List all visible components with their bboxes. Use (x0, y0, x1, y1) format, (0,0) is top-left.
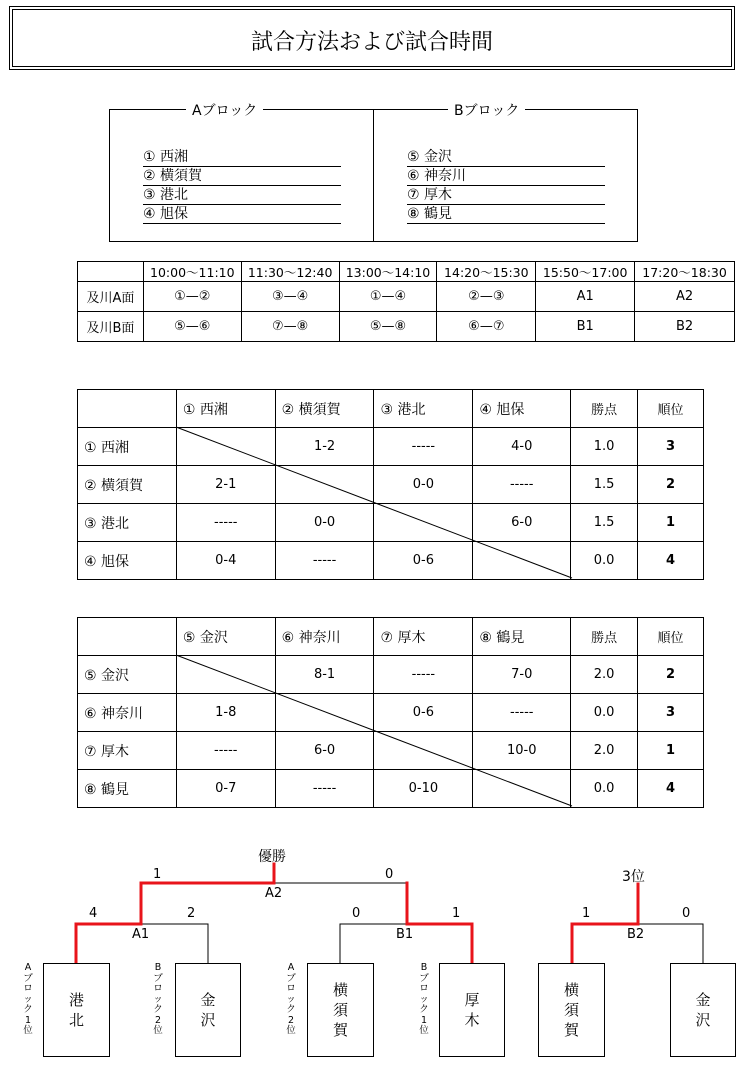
block-b-team: ⑧ 鶴見 (407, 205, 605, 224)
rank-cell: 1 (638, 732, 704, 770)
league-b-wrapper (77, 617, 704, 807)
league-col-header: ⑦ 厚木 (374, 618, 473, 656)
title-frame (9, 6, 735, 70)
league-col-header: ⑧ 鶴見 (473, 618, 571, 656)
block-a-team: ③ 港北 (143, 186, 341, 205)
match-cell: ①—④ (339, 282, 437, 312)
league-a-diagonal (77, 389, 704, 579)
result-cell: 0-10 (374, 770, 473, 808)
league-col-header: ③ 港北 (374, 390, 473, 428)
result-cell: 0-7 (176, 770, 275, 808)
match-cell: A2 (635, 282, 735, 312)
semi1-match-label: A1 (132, 927, 150, 942)
final-match-label: A2 (265, 886, 283, 901)
match-cell: ②—③ (437, 282, 536, 312)
league-row-team: ⑥ 神奈川 (78, 694, 177, 732)
points-cell: 0.0 (571, 542, 638, 580)
bracket-team-box: 港 北 (43, 963, 110, 1057)
match-cell: ⑤—⑧ (339, 312, 437, 342)
result-cell: 0-0 (275, 504, 374, 542)
points-cell: 2.0 (571, 656, 638, 694)
third-score-left: 1 (582, 906, 591, 921)
points-cell: 1.5 (571, 504, 638, 542)
result-cell: ----- (374, 428, 473, 466)
rank-header: 順位 (638, 618, 704, 656)
champion-label: 優勝 (258, 849, 286, 865)
schedule-row (78, 282, 735, 312)
result-cell: 0-0 (374, 466, 473, 504)
match-cell: ⑦—⑧ (241, 312, 339, 342)
league-col-header: ② 横須賀 (275, 390, 374, 428)
time-slot: 15:50～17:00 (536, 262, 635, 282)
league-b-diagonal (77, 617, 704, 807)
third-match-label: B2 (627, 927, 645, 942)
match-cell: B2 (635, 312, 735, 342)
semi2-score-right: 1 (452, 906, 461, 921)
match-cell: ③—④ (241, 282, 339, 312)
match-cell: ⑤—⑥ (143, 312, 241, 342)
block-b-team: ⑦ 厚木 (407, 186, 605, 205)
rank-cell: 2 (638, 466, 704, 504)
result-cell: ----- (374, 656, 473, 694)
league-row-team: ② 横須賀 (78, 466, 177, 504)
result-cell: ----- (275, 542, 374, 580)
match-cell: B1 (536, 312, 635, 342)
league-row-team: ⑦ 厚木 (78, 732, 177, 770)
time-slot: 11:30～12:40 (241, 262, 339, 282)
match-cell: A1 (536, 282, 635, 312)
schedule-header-row (78, 262, 735, 282)
time-slot: 10:00～11:10 (143, 262, 241, 282)
page-title: 試合方法および試合時間 (250, 30, 493, 55)
result-cell: 10-0 (473, 732, 571, 770)
block-b-team-list (407, 148, 605, 224)
block-b-team: ⑤ 金沢 (407, 148, 605, 167)
league-row-team: ③ 港北 (78, 504, 177, 542)
league-row-team: ⑧ 鶴見 (78, 770, 177, 808)
seed-label: B ブ ロ ッ ク 1 位 (419, 962, 429, 1036)
court-name: 及川B面 (78, 312, 144, 342)
block-divider (373, 109, 374, 242)
points-cell: 1.5 (571, 466, 638, 504)
third-place-label: 3位 (622, 869, 645, 885)
seed-label: B ブ ロ ッ ク 2 位 (153, 962, 163, 1036)
schedule-table (77, 261, 735, 342)
match-cell: ①—② (143, 282, 241, 312)
result-cell: ----- (473, 694, 571, 732)
rank-cell: 4 (638, 770, 704, 808)
result-cell: 8-1 (275, 656, 374, 694)
semi2-match-label: B1 (396, 927, 414, 942)
rank-cell: 3 (638, 694, 704, 732)
league-row-team: ① 西湘 (78, 428, 177, 466)
seed-label: A ブ ロ ッ ク 1 位 (23, 962, 33, 1036)
semi1-score-left: 4 (89, 906, 98, 921)
league-col-header: ⑤ 金沢 (176, 618, 275, 656)
time-slot: 17:20～18:30 (635, 262, 735, 282)
result-cell: 1-8 (176, 694, 275, 732)
court-name: 及川A面 (78, 282, 144, 312)
schedule-row (78, 312, 735, 342)
result-cell: 0-6 (374, 542, 473, 580)
result-cell: 0-4 (176, 542, 275, 580)
block-b-heading: Bブロック (448, 100, 525, 120)
block-a-team-list (143, 148, 341, 224)
block-a-team: ① 西湘 (143, 148, 341, 167)
result-cell: 1-2 (275, 428, 374, 466)
bracket-team-box: 厚 木 (439, 963, 505, 1057)
bracket-team-box: 金 沢 (175, 963, 241, 1057)
bracket-team-box: 横 須 賀 (538, 963, 605, 1057)
result-cell: 6-0 (473, 504, 571, 542)
league-a-wrapper (77, 389, 704, 579)
rank-header: 順位 (638, 390, 704, 428)
points-cell: 0.0 (571, 770, 638, 808)
final-score-left: 1 (153, 867, 162, 882)
match-cell: ⑥—⑦ (437, 312, 536, 342)
league-col-header: ⑥ 神奈川 (275, 618, 374, 656)
rank-cell: 3 (638, 428, 704, 466)
points-header: 勝点 (571, 618, 638, 656)
result-cell: 0-6 (374, 694, 473, 732)
points-cell: 2.0 (571, 732, 638, 770)
rank-cell: 4 (638, 542, 704, 580)
result-cell: 7-0 (473, 656, 571, 694)
semi2-score-left: 0 (352, 906, 361, 921)
rank-cell: 2 (638, 656, 704, 694)
league-row-team: ④ 旭保 (78, 542, 177, 580)
block-a-team: ② 横須賀 (143, 167, 341, 186)
result-cell: 2-1 (176, 466, 275, 504)
third-score-right: 0 (682, 906, 691, 921)
time-slot: 13:00～14:10 (339, 262, 437, 282)
points-header: 勝点 (571, 390, 638, 428)
result-cell: ----- (473, 466, 571, 504)
rank-cell: 1 (638, 504, 704, 542)
seed-label: A ブ ロ ッ ク 2 位 (286, 962, 296, 1036)
league-col-header: ④ 旭保 (473, 390, 571, 428)
result-cell: 6-0 (275, 732, 374, 770)
result-cell: ----- (275, 770, 374, 808)
points-cell: 1.0 (571, 428, 638, 466)
semi1-score-right: 2 (187, 906, 196, 921)
final-score-right: 0 (385, 867, 394, 882)
points-cell: 0.0 (571, 694, 638, 732)
result-cell: ----- (176, 504, 275, 542)
league-col-header: ① 西湘 (176, 390, 275, 428)
time-slot: 14:20～15:30 (437, 262, 536, 282)
bracket-team-box: 横 須 賀 (307, 963, 374, 1057)
result-cell: ----- (176, 732, 275, 770)
block-b-team: ⑥ 神奈川 (407, 167, 605, 186)
bracket-team-box: 金 沢 (670, 963, 736, 1057)
result-cell: 4-0 (473, 428, 571, 466)
block-a-heading: Aブロック (186, 100, 263, 120)
schedule-corner (78, 262, 144, 282)
league-row-team: ⑤ 金沢 (78, 656, 177, 694)
block-a-team: ④ 旭保 (143, 205, 341, 224)
